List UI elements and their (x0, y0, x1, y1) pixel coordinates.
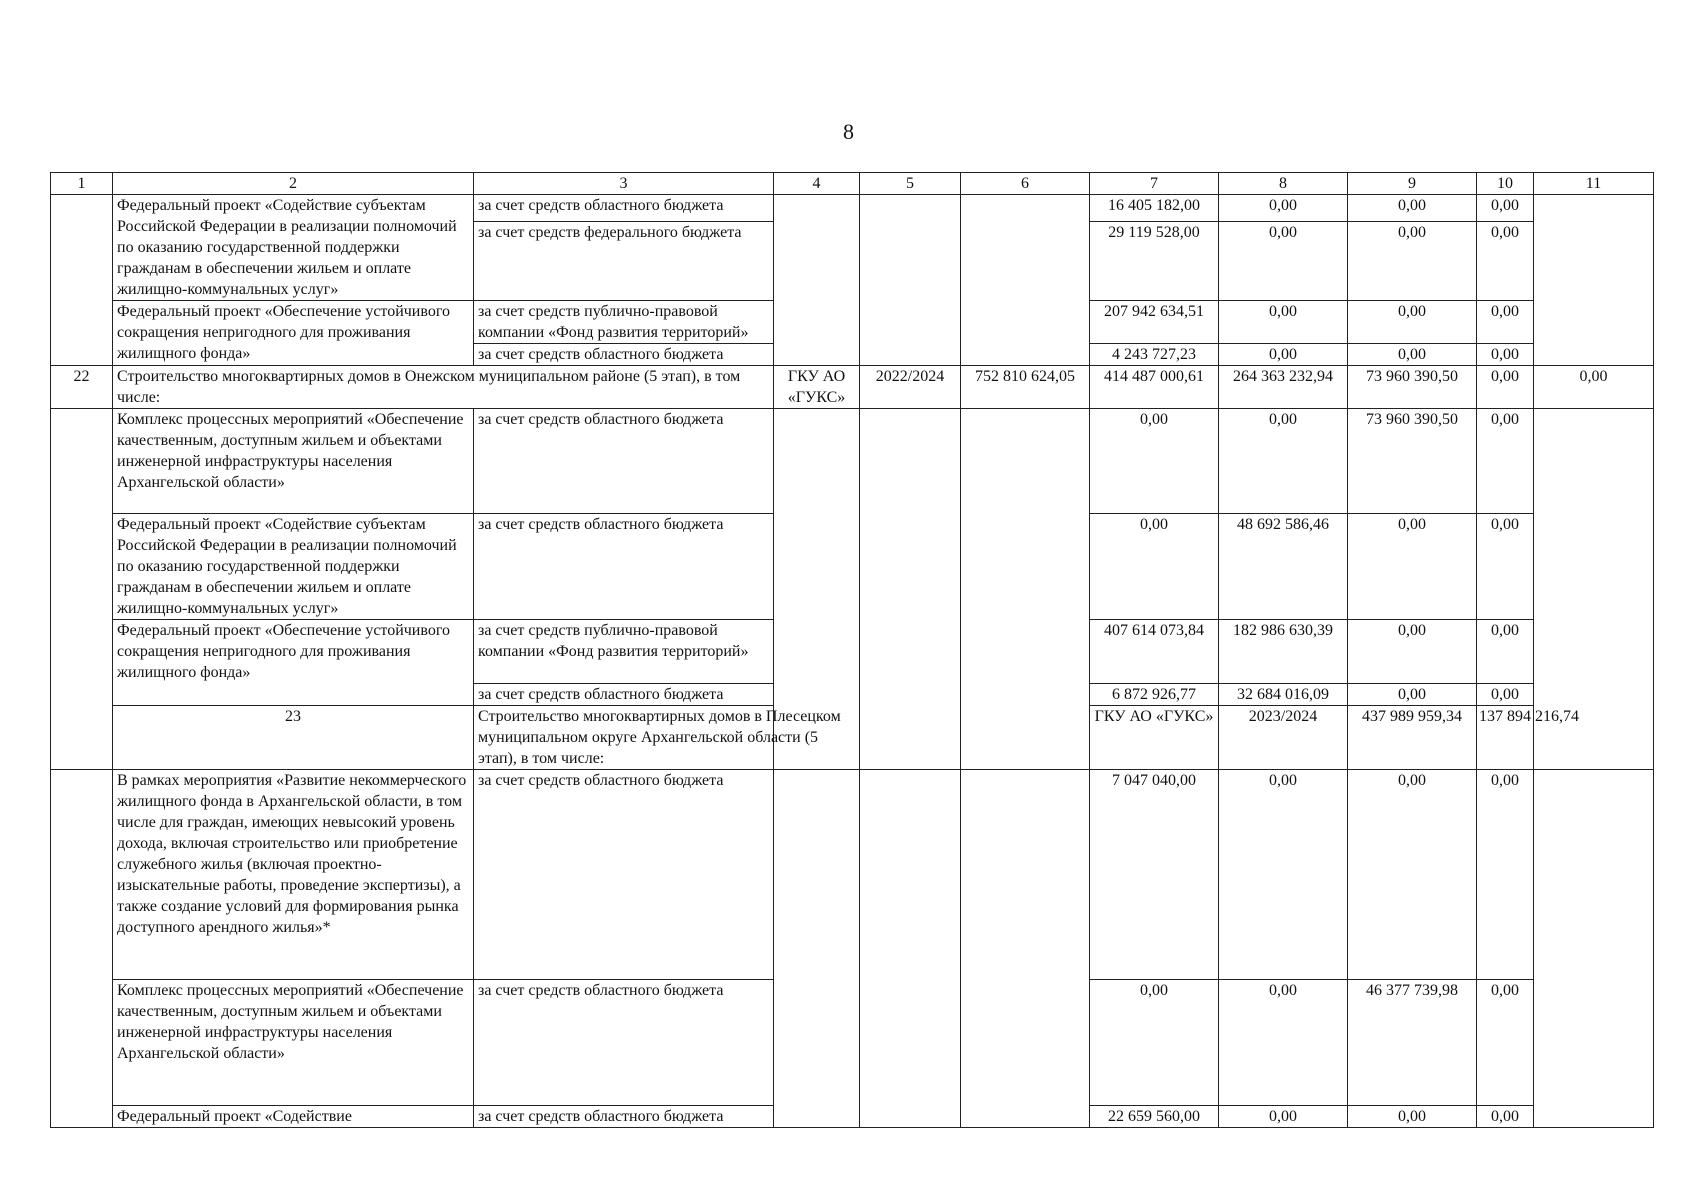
value-col7: 414 487 000,61 (1090, 366, 1219, 409)
value-col7: 22 659 560,00 (1090, 1106, 1219, 1128)
page-number: 8 (843, 119, 854, 144)
value-col9: 0,00 (1348, 344, 1477, 366)
activity-name: Комплекс процессных мероприятий «Обеспечение качественным, доступным жильем и объектами инженерной инфраструктуры населения Архангельской области» (113, 409, 474, 514)
value-col7: 6 872 926,77 (1090, 684, 1219, 706)
col-header-3: 3 (474, 173, 774, 195)
value-col7: 7 047 040,00 (1090, 770, 1219, 980)
funding-source: за счет средств областного бюджета (474, 514, 774, 620)
funding-source: за счет средств областного бюджета (474, 344, 774, 366)
value-col7: 29 119 528,00 (1090, 222, 1219, 301)
budget-table (50, 172, 1654, 1128)
value-col7: 16 405 182,00 (1090, 195, 1219, 222)
years-cell (860, 770, 961, 1128)
value-col10: 0,00 (1477, 344, 1534, 366)
value-col11 (1534, 195, 1654, 366)
activity-name: Федеральный проект «Содействие субъектам Российской Федерации в реализации полномочий по оказанию государственной поддержки гражданам в обеспечении жильем и оплате жилищно-коммунальных услуг» (113, 514, 474, 620)
table-row (51, 366, 1654, 409)
table-row (51, 195, 1654, 222)
total-cost: 752 810 624,05 (961, 366, 1090, 409)
executor: ГКУ АО «ГУКС» (1090, 706, 1219, 770)
funding-source: за счет средств областного бюджета (474, 770, 774, 980)
activity-name: В рамках мероприятия «Развитие некоммерческого жилищного фонда в Архангельской области, в том числе для граждан, имеющих невысокий уровень дохода, включая строительство или приобретение служебного жилья (включая проектно-изыскательные работы, проведение экспертизы), а также создание условий для формирования рынка доступного арендного жилья»* (113, 770, 474, 980)
value-col7: 0,00 (1090, 980, 1219, 1106)
col-header-11: 11 (1534, 173, 1654, 195)
value-col9: 0,00 (1348, 514, 1477, 620)
value-col7: 0,00 (1090, 514, 1219, 620)
value-col8: 264 363 232,94 (1219, 366, 1348, 409)
col-header-5: 5 (860, 173, 961, 195)
total-cost: 437 989 959,34 (1348, 706, 1477, 770)
row-number-cell (51, 195, 113, 366)
executor: ГКУ АО «ГУКС» (774, 366, 860, 409)
value-col10: 0,00 (1477, 301, 1534, 344)
funding-source: за счет средств публично-правовой компании «Фонд развития территорий» (474, 620, 774, 684)
col-header-6: 6 (961, 173, 1090, 195)
value-col10: 0,00 (1477, 366, 1534, 409)
value-col8: 0,00 (1219, 222, 1348, 301)
table-row (51, 770, 1654, 980)
value-col8: 48 692 586,46 (1219, 514, 1348, 620)
row-number-cell (51, 409, 113, 770)
value-col10: 0,00 (1477, 620, 1534, 684)
funding-source: за счет средств публично-правовой компании «Фонд развития территорий» (474, 301, 774, 344)
value-col8: 32 684 016,09 (1219, 684, 1348, 706)
value-col8: 0,00 (1219, 770, 1348, 980)
value-col10: 0,00 (1477, 1106, 1534, 1128)
total-cost-cell (961, 409, 1090, 770)
value-col8: 0,00 (1219, 301, 1348, 344)
value-col9: 0,00 (1348, 770, 1477, 980)
col-header-2: 2 (113, 173, 474, 195)
value-col9: 0,00 (1348, 222, 1477, 301)
value-col11 (1534, 770, 1654, 1128)
years-cell (860, 195, 961, 366)
col-header-9: 9 (1348, 173, 1477, 195)
col-header-8: 8 (1219, 173, 1348, 195)
value-col8: 0,00 (1219, 1106, 1348, 1128)
value-col10: 0,00 (1477, 980, 1534, 1106)
value-col9: 0,00 (1348, 1106, 1477, 1128)
row-number: 22 (51, 366, 113, 409)
value-col8: 0,00 (1219, 409, 1348, 514)
funding-source: за счет средств федерального бюджета (474, 222, 774, 301)
years-cell (860, 409, 961, 770)
row-number-cell (51, 770, 113, 1128)
col-header-1: 1 (51, 173, 113, 195)
value-col9: 73 960 390,50 (1348, 409, 1477, 514)
value-col8: 0,00 (1219, 344, 1348, 366)
column-header-row (51, 173, 1654, 195)
years: 2023/2024 (1219, 706, 1348, 770)
value-col8: 182 986 630,39 (1219, 620, 1348, 684)
value-col7: 207 942 634,51 (1090, 301, 1219, 344)
row-number: 23 (113, 706, 474, 770)
value-col7: 0,00 (1090, 409, 1219, 514)
total-cost-cell (961, 195, 1090, 366)
total-cost-cell (961, 770, 1090, 1128)
table-row (51, 409, 1654, 514)
value-col9: 0,00 (1348, 620, 1477, 684)
value-col7: 407 614 073,84 (1090, 620, 1219, 684)
activity-name: Федеральный проект «Обеспечение устойчивого сокращения непригодного для проживания жилищного фонда» (113, 301, 474, 366)
col-header-4: 4 (774, 173, 860, 195)
value-col9: 0,00 (1348, 684, 1477, 706)
object-title: Строительство многоквартирных домов в Плесецком муниципальном округе Архангельской области (5 этап), в том числе: (474, 706, 860, 770)
executor-cell (774, 770, 860, 1128)
value-col9: 46 377 739,98 (1348, 980, 1477, 1106)
activity-name: Федеральный проект «Обеспечение устойчивого сокращения непригодного для проживания жилищного фонда» (113, 620, 474, 684)
value-col8: 0,00 (1219, 980, 1348, 1106)
value-col10: 0,00 (1477, 514, 1534, 620)
executor-cell (774, 195, 860, 366)
col-header-7: 7 (1090, 173, 1219, 195)
value-col9: 73 960 390,50 (1348, 366, 1477, 409)
value-col11: 0,00 (1534, 366, 1654, 409)
activity-name: Федеральный проект «Содействие (113, 1106, 474, 1128)
activity-name-continued (113, 684, 474, 706)
value-col10: 0,00 (1477, 684, 1534, 706)
value-col10: 0,00 (1477, 770, 1534, 980)
value-col8: 0,00 (1219, 195, 1348, 222)
activity-name: Комплекс процессных мероприятий «Обеспечение качественным, доступным жильем и объектами инженерной инфраструктуры населения Архангельской области» (113, 980, 474, 1106)
value-col10: 0,00 (1477, 222, 1534, 301)
funding-source: за счет средств областного бюджета (474, 1106, 774, 1128)
funding-source: за счет средств областного бюджета (474, 195, 774, 222)
col-header-10: 10 (1477, 173, 1534, 195)
funding-source: за счет средств областного бюджета (474, 409, 774, 514)
years: 2022/2024 (860, 366, 961, 409)
value-col7: 4 243 727,23 (1090, 344, 1219, 366)
table-row (51, 706, 1654, 770)
value-col7: 137 894 216,74 (1477, 706, 1534, 770)
value-col9: 0,00 (1348, 195, 1477, 222)
funding-source: за счет средств областного бюджета (474, 980, 774, 1106)
activity-name: Федеральный проект «Содействие субъектам Российской Федерации в реализации полномочий по оказанию государственной поддержки гражданам в обеспечении жильем и оплате жилищно-коммунальных услуг» (113, 195, 474, 301)
object-title: Строительство многоквартирных домов в Онежском муниципальном районе (5 этап), в том числе: (113, 366, 774, 409)
value-col9: 0,00 (1348, 301, 1477, 344)
value-col10: 0,00 (1477, 409, 1534, 514)
value-col10: 0,00 (1477, 195, 1534, 222)
funding-source: за счет средств областного бюджета (474, 684, 774, 706)
